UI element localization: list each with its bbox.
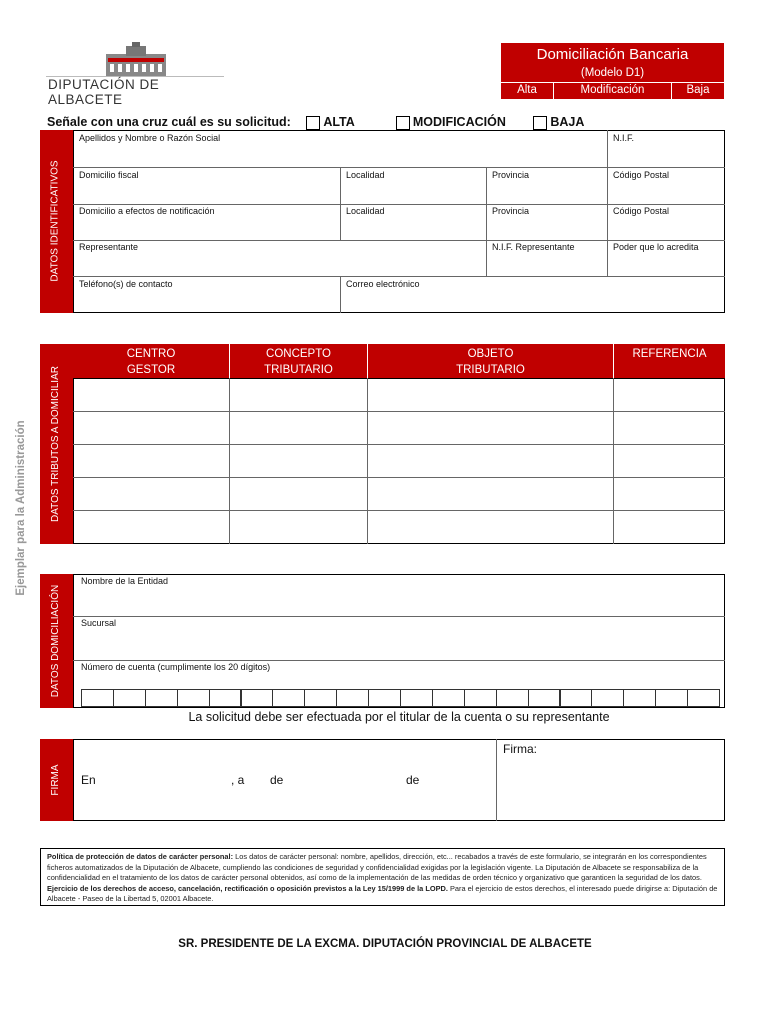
field-localidad-1: Localidad [346,170,385,180]
request-line [47,115,584,130]
header-option-modificacion: Modificación [580,84,645,96]
header-option-baja: Baja [686,84,710,96]
field-telefono: Teléfono(s) de contacto [79,279,173,289]
side-label: Ejemplar para la Administración [15,420,27,596]
account-digit-boxes [81,689,719,707]
footer-addressee: SR. PRESIDENTE DE LA EXCMA. DIPUTACIÓN PROVINCIAL DE ALBACETE [178,938,592,950]
field-domicilio-fiscal: Domicilio fiscal [79,170,139,180]
header-box [501,43,724,99]
firma-box [73,739,725,821]
field-nif: N.I.F. [613,133,635,143]
account-digit-box[interactable] [560,689,593,707]
field-correo: Correo electrónico [346,279,420,289]
field-provincia-2: Provincia [492,206,530,216]
section-datos-identificativos-label: DATOS IDENTIFICATIVOS [49,160,61,282]
account-digit-box[interactable] [432,689,465,707]
col-centro-line1: CENTRO [126,348,176,360]
header-option-alta: Alta [517,84,537,96]
account-digit-box[interactable] [496,689,529,707]
field-sucursal: Sucursal [81,618,117,628]
col-objeto-line1: OBJETO [467,348,514,360]
account-digit-box[interactable] [368,689,401,707]
account-digit-box[interactable] [145,689,178,707]
field-cp-2: Código Postal [613,206,670,216]
logo [46,40,224,107]
option-modificacion: MODIFICACIÓN [412,115,506,129]
field-numero-cuenta: Número de cuenta (cumplimente los 20 dígitos) [81,662,271,672]
col-objeto-line2: TRIBUTARIO [456,364,525,376]
col-header-concepto-tributario [230,346,367,378]
field-nombre: Apellidos y Nombre o Razón Social [79,133,221,143]
col-centro-line2: GESTOR [126,364,176,376]
header-title: Domiciliación Bancaria [536,46,689,63]
account-digit-box[interactable] [655,689,688,707]
account-digit-box[interactable] [464,689,497,707]
option-alta: ALTA [323,115,355,129]
firma-en: En [81,773,96,787]
col-header-referencia [614,346,725,362]
section-firma-label: FIRMA [50,764,61,796]
privacy-text-1: Los datos de carácter personal: nombre, apellidos, dirección, etc... recabados a través de este formulario, se integrarán en los correspondientes ficheros automatizados de la Diputación de Albacete, cumpliendo las condiciones de seguridad y confidencialidad exigidas por la legislación vigente. La Diputación de Albacete se responsabiliza de la confidencialidad en el tratamiento de los datos de carácter personal obtenidos, así como de la implementación de las medidas de orden técnico y organizativo que garanticen la seguridad de los datos. [47,852,707,883]
checkbox-baja[interactable] [533,116,547,130]
account-digit-box[interactable] [623,689,656,707]
domiciliacion-table [73,574,725,708]
account-digit-box[interactable] [177,689,210,707]
account-digit-box[interactable] [241,689,274,707]
firma-de-2: de [406,773,420,787]
privacy-text-2: Para el ejercicio de estos derechos, el interesado puede dirigirse a: Diputación de Albacete - Paseo de la Libertad 5, 02001 Albacete. [47,883,718,904]
org-name: DIPUTACIÓN DE ALBACETE [48,77,160,107]
privacy-rights: Ejercicio de los derechos de acceso, cancelación, rectificación o oposición previstos a la Ley 15/1999 de la LOPD. [47,883,448,893]
account-digit-box[interactable] [400,689,433,707]
account-digit-box[interactable] [336,689,369,707]
account-digit-box[interactable] [687,689,720,707]
firma-label: Firma: [503,742,537,756]
col-header-objeto-tributario [368,346,613,378]
account-digit-box[interactable] [272,689,305,707]
privacy-title: Política de protección de datos de carácter personal: [47,852,234,861]
field-nombre-entidad: Nombre de la Entidad [81,576,169,586]
header-model: (Modelo D1) [580,67,645,79]
option-baja: BAJA [550,115,585,129]
section-domiciliacion-label: DATOS DOMICILIACIÓN [50,584,61,698]
field-provincia-1: Provincia [492,170,530,180]
account-digit-box[interactable] [591,689,624,707]
request-prompt: Señale con una cruz cuál es su solicitud: [47,115,291,129]
field-poder: Poder que lo acredita [613,242,699,252]
account-digit-box[interactable] [113,689,146,707]
checkbox-modificacion[interactable] [396,116,410,130]
checkbox-alta[interactable] [306,116,320,130]
account-digit-box[interactable] [209,689,242,707]
col-header-centro-gestor [73,346,229,378]
col-concepto-line1: CONCEPTO [266,348,331,360]
titular-note: La solicitud debe ser efectuada por el titular de la cuenta o su representante [188,710,610,724]
field-localidad-2: Localidad [346,206,385,216]
account-digit-box[interactable] [528,689,561,707]
col-concepto-line2: TRIBUTARIO [264,364,333,376]
section-tributos-label: DATOS TRIBUTOS A DOMICILIAR [50,366,61,522]
field-nif-representante: N.I.F. Representante [492,242,575,252]
tributos-body [73,378,725,544]
firma-a: , a [231,773,245,787]
privacy-box [40,848,725,906]
account-digit-box[interactable] [81,689,114,707]
firma-de-1: de [270,773,284,787]
col-referencia-line1: REFERENCIA [632,348,707,360]
palace-logo-icon [46,40,224,80]
account-digit-box[interactable] [304,689,337,707]
field-cp-1: Código Postal [613,170,670,180]
field-domicilio-notificacion: Domicilio a efectos de notificación [79,206,215,216]
field-representante: Representante [79,242,139,252]
